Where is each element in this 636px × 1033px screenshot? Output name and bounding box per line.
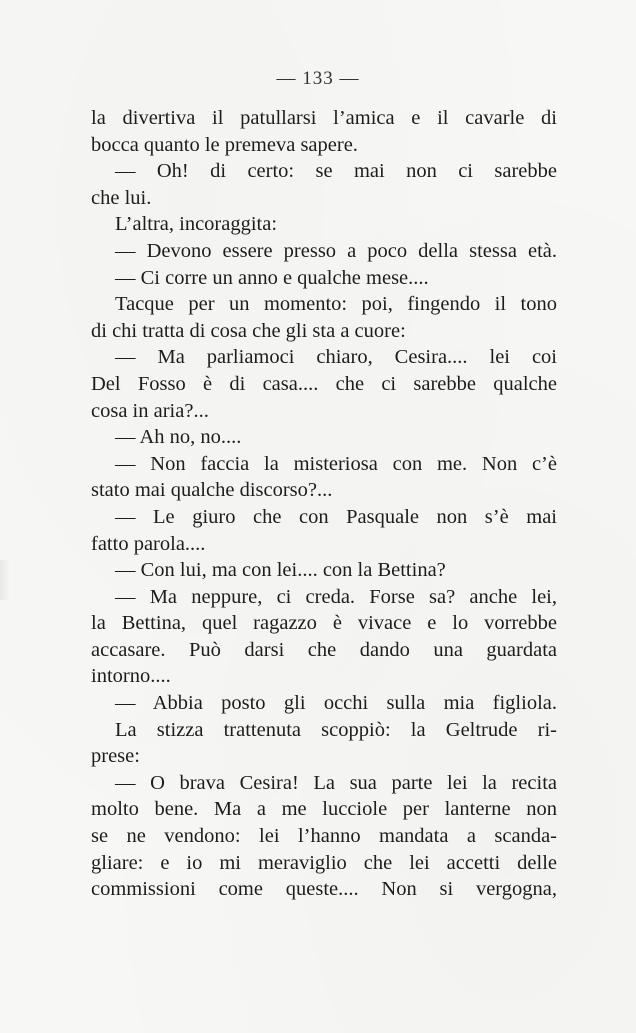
- text-line: di chi tratta di cosa che gli sta a cuore:: [91, 319, 406, 342]
- text-line: commissioni come queste.... Non si vergogna,: [91, 878, 557, 901]
- text-line: fatto parola....: [91, 532, 206, 555]
- text-line: — Ma parliamoci chiaro, Cesira.... lei coi: [115, 346, 557, 369]
- text-line: — Le giuro che con Pasquale non s’è mai: [115, 505, 557, 528]
- text-line: stato mai qualche discorso?...: [91, 479, 333, 502]
- text-line: gliare: e io mi meraviglio che lei accetti delle: [91, 851, 557, 874]
- text-line: — Ah no, no....: [115, 426, 242, 449]
- text-line: intorno....: [91, 665, 171, 688]
- text-line: — Non faccia la misteriosa con me. Non c’è: [115, 452, 557, 475]
- text-line: bocca quanto le premeva sapere.: [91, 133, 358, 156]
- text-line: L’altra, incoraggita:: [115, 213, 278, 236]
- text-line: la Bettina, quel ragazzo è vivace e lo vorrebbe: [91, 612, 557, 635]
- body-text: [91, 105, 557, 903]
- text-line: cosa in aria?...: [91, 399, 209, 422]
- text-line: — O brava Cesira! La sua parte lei la recita: [115, 771, 557, 794]
- text-line: accasare. Può darsi che dando una guardata: [91, 638, 557, 661]
- text-line: — Oh! di certo: se mai non ci sarebbe: [115, 160, 557, 183]
- page-edge-shadow: [0, 560, 10, 600]
- text-line: Del Fosso è di casa.... che ci sarebbe qualche: [91, 372, 557, 395]
- text-line: la divertiva il patullarsi l’amica e il cavarle di: [91, 107, 557, 129]
- text-line: Tacque per un momento: poi, fingendo il tono: [115, 293, 557, 316]
- text-line: prese:: [91, 745, 140, 768]
- text-line: La stizza trattenuta scoppiò: la Geltrude ri-: [115, 718, 557, 741]
- text-line: — Abbia posto gli occhi sulla mia figliola.: [115, 692, 557, 715]
- text-line: — Devono essere presso a poco della stessa età.: [115, 239, 557, 262]
- text-line: — Con lui, ma con lei.... con la Bettina?: [115, 559, 446, 582]
- text-line: molto bene. Ma a me lucciole per lanterne non: [91, 798, 557, 821]
- text-line: che lui.: [91, 186, 152, 209]
- text-line: — Ma neppure, ci creda. Forse sa? anche lei,: [115, 585, 557, 608]
- text-line: se ne vendono: lei l’hanno mandata a scanda-: [91, 825, 557, 848]
- page-number: — 133 —: [276, 68, 360, 89]
- text-line: — Ci corre un anno e qualche mese....: [115, 266, 429, 289]
